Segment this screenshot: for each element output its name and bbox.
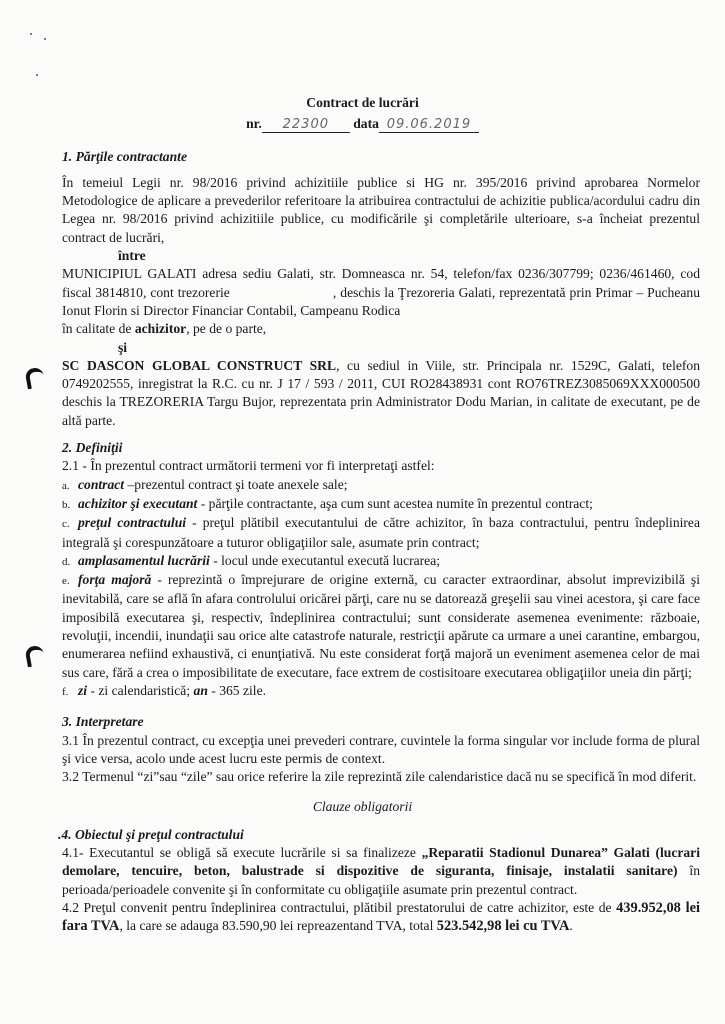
definition-intro: 2.1 - În prezentul contract următorii termeni vor fi interpretaţi astfel:	[62, 458, 435, 474]
text: , pe de o parte,	[186, 321, 267, 337]
item-letter: c.	[62, 518, 70, 531]
nr-value: 22300	[262, 117, 350, 133]
section-3-paragraph-2: 3.2 Termenul “zi”sau “zile” sau orice referire la zile reprezintă zile calendaristice dacă nu se specifică în mod diferit.	[62, 769, 697, 785]
item-term: zi	[78, 682, 88, 698]
item-letter: a.	[62, 479, 70, 492]
price-with-vat: 523.542,98 lei cu TVA	[436, 918, 570, 935]
item-text: - locul unde executantul execută lucrarea;	[209, 552, 441, 568]
nr-label: nr.	[246, 116, 262, 132]
achizitor-details: MUNICIPIUL GALATI adresa sediu Galati, str. Domneasca nr. 54, telefon/fax 0236/307799; 0236/461460, cod fiscal 3814810, cont trezorerie , deschis la Ţrezoreria Galati, reprezentată prin Primar – Pucheanu Ionut Florin si Director Financiar Contabil, Campeanu Rodica	[62, 266, 704, 318]
item-term: forţa majoră	[78, 572, 152, 588]
section-4-heading: .4. Obiectul şi preţul contractului	[58, 826, 244, 842]
text: 4.1- Executantul se obligă să execute lucrările si sa finalizeze	[62, 844, 422, 860]
item-text: - reprezintă o împrejurare de origine externă, cu caracter extraordinar, absolut imprevizibilă şi inevitabilă, care se află în afara controlului oricărei părţi, care nu se datorează greşelii sau vinei acestora, şi care face imposibilă executarea şi, respectiv, îndeplinirea contractului; sunt considerate asemenea evenimente: războaie, revoluţii, incendii, inundaţii sau orice alte catastrofe naturale, restricţii apărute ca urmare a unei carantine, embargou, enumerarea nefiind exhaustivă, ci enunţiativă. Nu este considerat forţă majoră un eveniment asemenea celor de mai sus care, fără a crea o imposibilitate de executare, face extrem de costisitoare executarea obligaţiilor uneia din părţi;	[62, 572, 700, 680]
definition-item	[62, 495, 700, 514]
clauze-heading: Clauze obligatorii	[312, 799, 413, 815]
achizitor-role	[62, 320, 700, 338]
item-term: preţul contractului	[78, 515, 187, 531]
item-letter: e.	[62, 575, 70, 588]
section-2-heading: 2. Definiţii	[62, 440, 123, 456]
contract-number-line	[0, 115, 725, 133]
achizitor-term: achizitor	[134, 321, 187, 337]
text: , cu sediul in Viile, str. Principala nr. 1529C, Galati, telefon 0749202555, inregistrat la R.C. cu nr. J 17 / 593 / 2011, CUI RO28438931 cont RO76TREZ3085069XXX000500 deschis la TREZORERIA Targu Bujor, reprezentata prin Administrator Dodu Marian, in calitate de executant, pe de altă parte.	[62, 357, 701, 428]
text: în perioada/perioadele convenite şi în conformitate cu obligaţiile asumate prin prezentul contract.	[62, 863, 700, 897]
item-text: –prezentul contract şi toate anexele sale;	[124, 476, 348, 492]
item-term: an	[193, 682, 208, 698]
section-1-heading: 1. Părţile contractante	[62, 148, 187, 164]
data-value: 09.06.2019	[379, 117, 479, 133]
intre-label: între	[118, 248, 146, 264]
section-2-body	[62, 457, 700, 701]
si-label: şi	[118, 339, 128, 355]
item-text: - zi calendaristică;	[87, 682, 194, 698]
item-term: achizitor şi executant	[78, 495, 198, 511]
item-text: - 365 zile.	[207, 682, 267, 698]
price-without-vat: 439.952,08 lei fara TVA	[62, 899, 700, 935]
text: .	[569, 918, 573, 934]
works-title: „Reparatii Stadionul Dunarea” Galati (lucrari demolare, tencuire, beton, balustrade si dispozitive de siguranta, finisaje, instalatii sanitare)	[62, 844, 700, 879]
executant-details	[62, 357, 700, 430]
item-text: - părţile contractante, aşa cum sunt acestea numite în prezentul contract;	[197, 495, 593, 511]
document-title: Contract de lucrări	[306, 95, 419, 110]
definition-item	[62, 571, 700, 682]
definition-item	[62, 476, 700, 495]
definition-item	[62, 552, 700, 571]
item-letter: f.	[62, 685, 69, 698]
item-text: - preţul plătibil executantului de către achizitor, în baza contractului, pentru îndeplinirea integrală şi corespunzătoare a tuturor obligaţiilor sale, asumate prin contract;	[62, 515, 701, 550]
text: , la care se adauga 83.590,90 lei repreazentand TVA, total	[119, 918, 437, 934]
section-3-heading: 3. Interpretare	[62, 714, 144, 730]
text: în calitate de	[62, 321, 135, 337]
definition-item	[62, 682, 700, 701]
data-label: data	[353, 116, 379, 132]
section-4-paragraph-1	[62, 844, 700, 899]
item-letter: b.	[62, 498, 71, 511]
item-term: amplasamentul lucrării	[78, 552, 210, 568]
section-3-paragraph-1: 3.1 În prezentul contract, cu excepţia unei prevederi contrare, cuvintele la forma singular vor include forma de plural şi vice versa, acolo unde acest lucru este permis de context.	[62, 732, 700, 766]
definition-item	[62, 514, 700, 552]
text: 4.2 Preţul convenit pentru îndeplinirea contractului, plătibil prestatorului de catre achizitor, este de	[62, 899, 617, 915]
item-term: contract	[78, 476, 125, 492]
item-letter: d.	[62, 555, 71, 568]
executant-name: SC DASCON GLOBAL CONSTRUCT SRL	[62, 357, 337, 373]
section-1-paragraph: În temeiul Legii nr. 98/2016 privind achizitiile publice si HG nr. 395/2016 privind aprobarea Normelor Metodologice de aplicare a prevederilor referitoare la atribuirea contractului de achizitie publica/acordului cadru din Legea nr. 98/2016 privind achizitiile publice, cu modificările şi completările ulterioare, s-a încheiat prezentul contract de lucrări,	[62, 174, 700, 245]
section-4-paragraph-2	[62, 899, 700, 936]
